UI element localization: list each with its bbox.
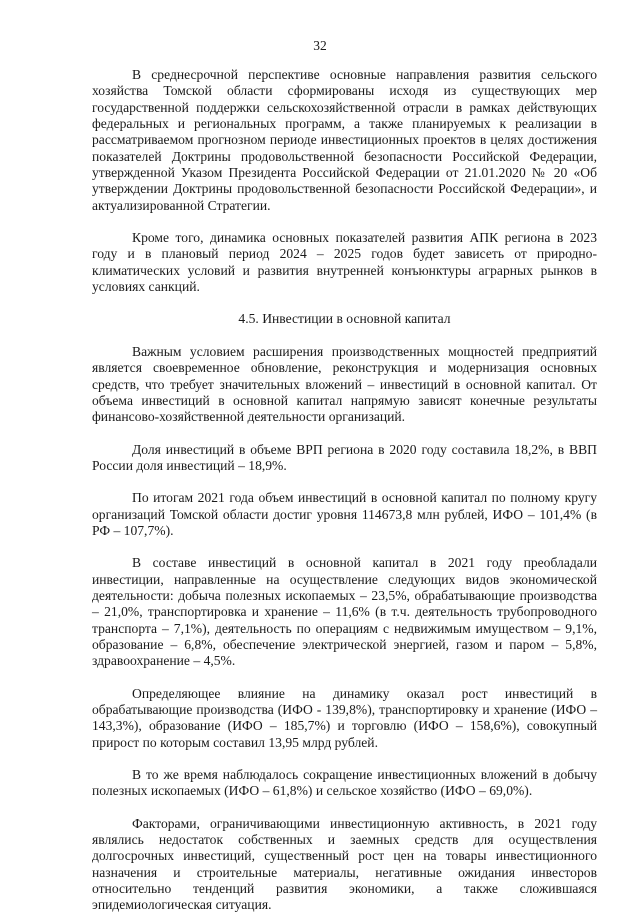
paragraph: По итогам 2021 года объем инвестиций в основной капитал по полному кругу организаций Томской области достиг уровня 114673,8 млн рублей, ИФО – 101,4% (в РФ – 107,7%). [92, 490, 597, 538]
paragraph: Важным условием расширения производственных мощностей предприятий является своевременное обновление, реконструкция и модернизация основных средств, что требует значительных вложений – инвестиций в основной капитал. От объема инвестиций в основной капитал напрямую зависят конечные результаты финансово-хозяйственной деятельности организаций. [92, 343, 597, 425]
paragraph: Кроме того, динамика основных показателей развития АПК региона в 2023 году и в плановый период 2024 – 2025 годов будет зависеть от природно-климатических условий и развития внутренней конъюнктуры аграрных рынков в условиях санкций. [92, 230, 597, 295]
paragraph: В среднесрочной перспективе основные направления развития сельского хозяйства Томской области сформированы исходя из существующих мер государственной поддержки сельскохозяйственной отрасли в рамках действующих федеральных и региональных программ, а также планируемых к реализации в рассматриваемом прогнозном периоде инвестиционных проектов в целях достижения показателей Доктрины продовольственной безопасности Российской Федерации, утвержденной Указом Президента Российской Федерации от 21.01.2020 № 20 «Об утверждении Доктрины продовольственной безопасности Российской Федерации», и актуализированной Стратегии. [92, 67, 597, 213]
paragraph: В то же время наблюдалось сокращение инвестиционных вложений в добычу полезных ископаемых (ИФО – 61,8%) и сельское хозяйство (ИФО – 69,0%). [92, 767, 597, 799]
paragraph: Определяющее влияние на динамику оказал рост инвестиций в обрабатывающие производства (ИФО - 139,8%), транспортировку и хранение (ИФО – 143,3%), образование (ИФО – 185,7%) и торговлю (ИФО – 158,6%), совокупный прирост по которым составил 13,95 млрд рублей. [92, 685, 597, 750]
page-body [92, 67, 597, 914]
paragraph: В составе инвестиций в основной капитал в 2021 году преобладали инвестиции, направленные на осуществление следующих видов экономической деятельности: добыча полезных ископаемых – 23,5%, обрабатывающие производства – 21,0%, транспортировка и хранение – 11,6% (в т.ч. деятельность трубопроводного транспорта – 7,1%), деятельность по операциям с недвижимым имуществом – 9,1%, образование – 6,8%, обеспечение электрической энергией, газом и паром – 5,8%, здравоохранение – 4,5%. [92, 555, 597, 669]
paragraph: Доля инвестиций в объеме ВРП региона в 2020 году составила 18,2%, в ВВП России доля инвестиций – 18,9%. [92, 441, 597, 473]
paragraph: Факторами, ограничивающими инвестиционную активность, в 2021 году являлись недостаток собственных и заемных средств для осуществления долгосрочных инвестиций, существенный рост цен на товары инвестиционного назначения и строительные материалы, негативные ожидания инвесторов относительно тенденций развития экономики, а также сложившаяся эпидемиологическая ситуация. [92, 815, 597, 913]
page-number: 32 [313, 38, 327, 53]
section-heading: 4.5. Инвестиции в основной капитал [238, 311, 451, 327]
